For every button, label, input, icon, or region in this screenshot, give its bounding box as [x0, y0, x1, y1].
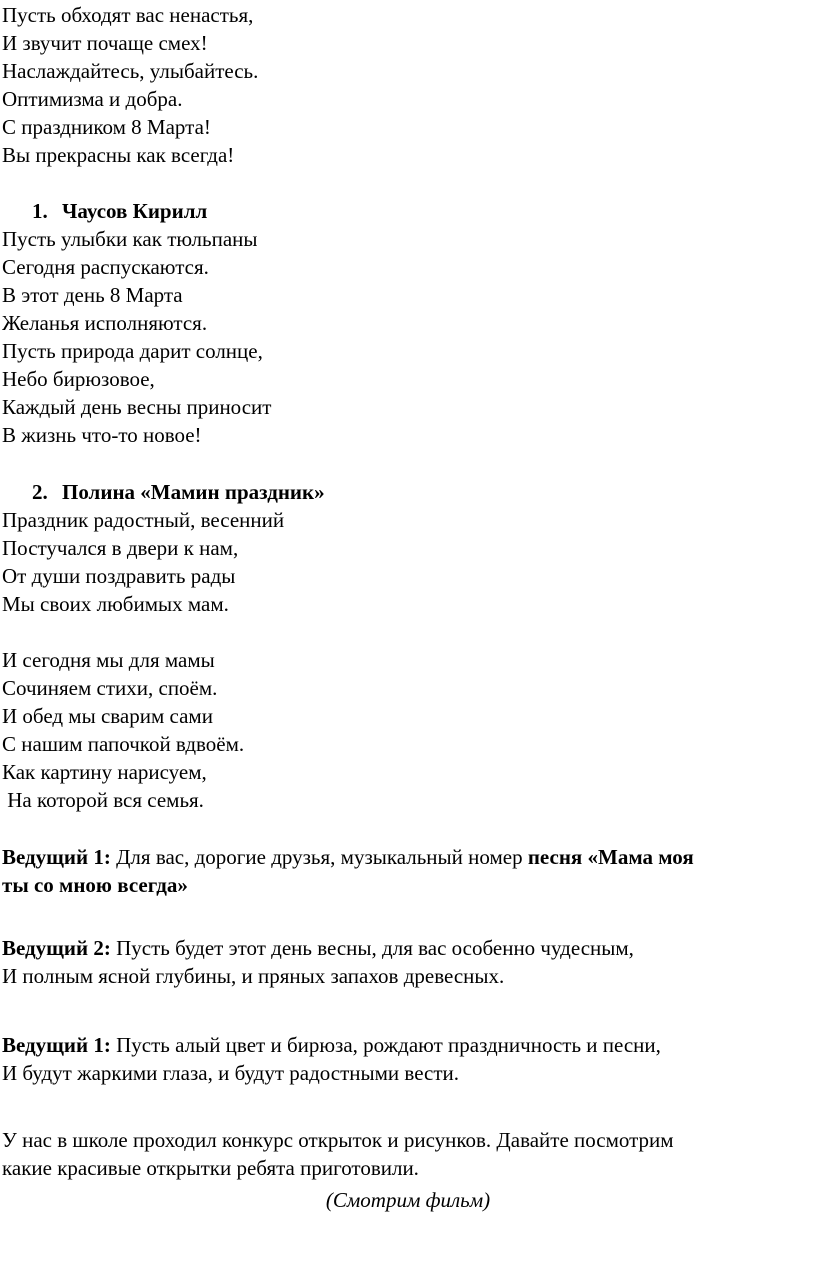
speaker-label: Ведущий 1: [2, 845, 111, 869]
poem-line: Небо бирюзовое, [2, 367, 155, 391]
paragraph-line: И полным ясной глубины, и пряных запахов древесных. [2, 964, 505, 988]
poem-line: И сегодня мы для мамы [2, 648, 215, 672]
speaker-label: Ведущий 2: [2, 936, 111, 960]
section-heading-2 [32, 478, 325, 506]
paragraph-line: И будут жаркими глаза, и будут радостными вести. [2, 1061, 460, 1085]
section-title: Полина «Мамин праздник» [62, 480, 325, 504]
poem-line: И звучит почаще смех! [2, 31, 208, 55]
poem-line: Сочиняем стихи, споём. [2, 676, 218, 700]
poem-line: Оптимизма и добра. [2, 87, 183, 111]
section-title: Чаусов Кирилл [62, 199, 208, 223]
song-title-continued: ты со мною всегда» [2, 873, 188, 897]
poem-line: Пусть обходят вас ненастья, [2, 3, 254, 27]
poem-line: Каждый день весны приносит [2, 395, 272, 419]
poem-line: Как картину нарисуем, [2, 760, 207, 784]
poem-line: Пусть природа дарит солнце, [2, 339, 263, 363]
paragraph-line [2, 843, 694, 871]
section-number: 2. [32, 480, 48, 504]
poem-line: С нашим папочкой вдвоём. [2, 732, 245, 756]
paragraph-line: У нас в школе проходил конкурс открыток и рисунков. Давайте посмотрим [2, 1128, 674, 1152]
poem-line: Мы своих любимых мам. [2, 592, 229, 616]
speaker-label: Ведущий 1: [2, 1033, 111, 1057]
paragraph-line: какие красивые открытки ребята приготовили. [2, 1156, 419, 1180]
remark-text: Пусть будет этот день весны, для вас особенно чудесным, [110, 936, 634, 960]
poem-line: От души поздравить рады [2, 564, 236, 588]
poem-line: Вы прекрасны как всегда! [2, 143, 235, 167]
poem-line: И обед мы сварим сами [2, 704, 213, 728]
poem-line: Пусть улыбки как тюльпаны [2, 227, 258, 251]
poem-line: Наслаждайтесь, улыбайтесь. [2, 59, 259, 83]
poem-line: Сегодня распускаются. [2, 255, 209, 279]
stage-direction: (Смотрим фильм) [325, 1188, 491, 1212]
poem-line: С праздником 8 Марта! [2, 115, 211, 139]
remark-text: Для вас, дорогие друзья, музыкальный номер [110, 845, 528, 869]
poem-line: Праздник радостный, весенний [2, 508, 285, 532]
remark-text: Пусть алый цвет и бирюза, рождают праздничность и песни, [110, 1033, 661, 1057]
paragraph-line [2, 1031, 661, 1059]
section-heading-1 [32, 197, 207, 225]
paragraph-line [2, 934, 634, 962]
poem-line: В жизнь что-то новое! [2, 423, 202, 447]
poem-line: Желанья исполняются. [2, 311, 208, 335]
section-number: 1. [32, 199, 48, 223]
poem-line: В этот день 8 Марта [2, 283, 183, 307]
song-title: песня «Мама моя [527, 845, 694, 869]
poem-line: Постучался в двери к нам, [2, 536, 239, 560]
poem-line: На которой вся семья. [2, 788, 204, 812]
